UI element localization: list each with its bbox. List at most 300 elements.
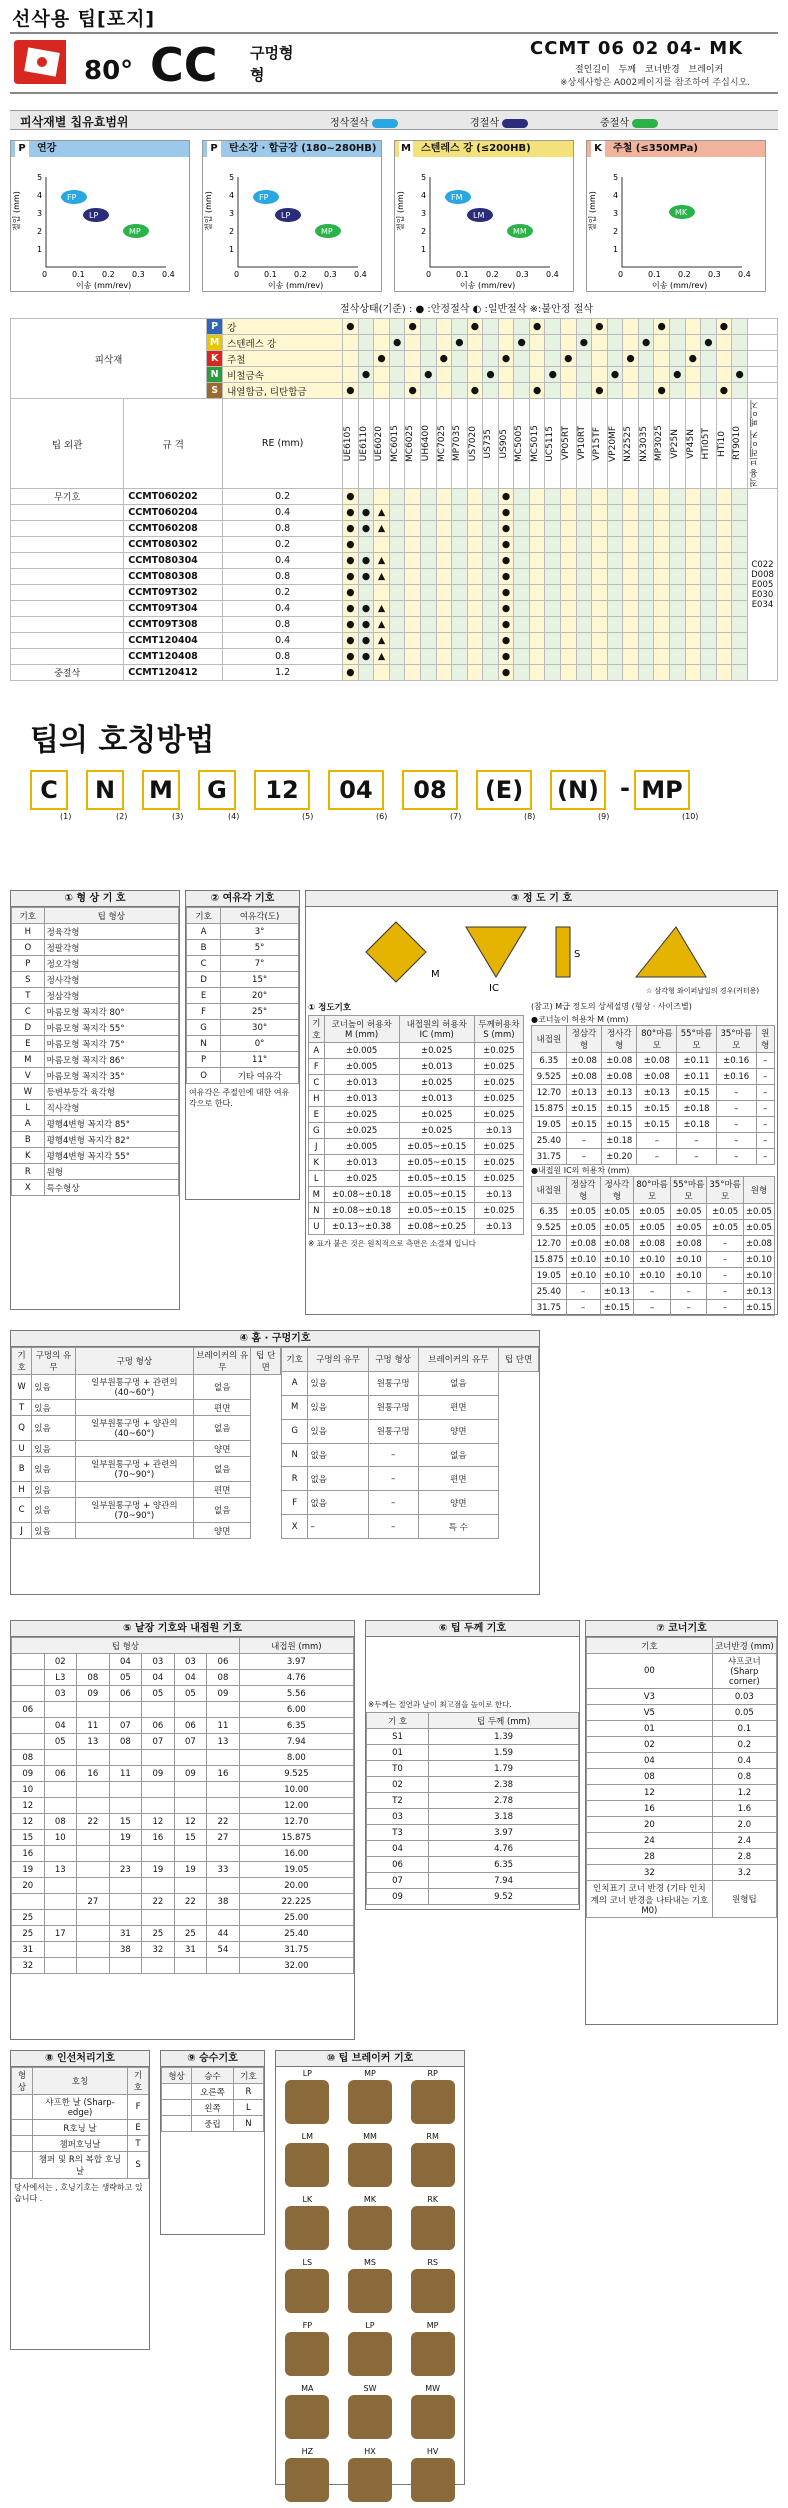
grade-cell [420, 521, 436, 537]
table-row [367, 1809, 579, 1825]
grade-row-spec: CCMT120412 [124, 665, 223, 681]
table-cell [44, 1910, 77, 1926]
x-tick: 0 [234, 270, 240, 279]
grade-cell [623, 521, 639, 537]
chip-label: LP [89, 211, 99, 220]
table-cell [162, 2116, 192, 2132]
header-cell: 브레이커의 유무 [418, 1348, 498, 1372]
grade-cell: ● [498, 601, 514, 617]
material-cell [669, 335, 685, 351]
grade-cell [529, 633, 545, 649]
corner-table [585, 1620, 778, 2025]
grade-cell [452, 489, 468, 505]
table-row [309, 1219, 524, 1235]
y-tick: 1 [229, 245, 235, 254]
table-cell: ±0.025 [324, 1171, 399, 1187]
grade-cell [685, 665, 701, 681]
table-cell: ±0.15 [677, 1085, 717, 1101]
breaker-insert-icon [285, 2206, 329, 2250]
grade-cell [654, 665, 670, 681]
table-cell: ±0.025 [324, 1123, 399, 1139]
grade-cell [561, 617, 577, 633]
table-row [587, 1705, 777, 1721]
x-tick: 0.1 [648, 270, 661, 279]
grade-cell [685, 553, 701, 569]
grade-cell [436, 649, 452, 665]
header-row [162, 2068, 264, 2084]
table-cell: ±0.13 [602, 1085, 637, 1101]
grade-row [11, 569, 778, 585]
material-cell: ● [716, 383, 732, 399]
material-cell [607, 335, 623, 351]
header-cell: 기호 [309, 1016, 325, 1043]
table-cell: ±0.16 [716, 1053, 756, 1069]
table-cell: ±0.08~±0.25 [399, 1219, 474, 1235]
grade-cell [685, 537, 701, 553]
header-cell: 55°마름모 [670, 1177, 707, 1204]
table-cell: ±0.10 [670, 1252, 707, 1268]
table-row [12, 1718, 354, 1734]
chip-label: MM [513, 227, 527, 236]
table-cell: 06 [207, 1654, 240, 1670]
table-cell: 없음 [193, 1498, 250, 1523]
grade-cell [701, 505, 717, 521]
table-row [12, 1441, 281, 1457]
edge-prep-title: ⑧ 인선처리기호 [11, 2051, 149, 2067]
breaker-code: HV [426, 2447, 439, 2456]
header-cell: 구멍의 유무 [308, 1348, 368, 1372]
breaker-code: FP [302, 2321, 313, 2330]
table-cell [12, 1718, 45, 1734]
material-cell [732, 319, 748, 335]
material-cell [669, 383, 685, 399]
grade-header: US905 [498, 399, 514, 489]
material-cell [358, 335, 374, 351]
table-cell: ±0.08 [600, 1236, 634, 1252]
grade-cell [467, 649, 483, 665]
grade-cell [389, 569, 405, 585]
y-tick: 2 [421, 227, 427, 236]
table-cell: ±0.08 [602, 1069, 637, 1085]
grade-cell: ● [498, 521, 514, 537]
table-cell [174, 1702, 207, 1718]
material-tag: N [207, 367, 223, 383]
table-cell: N [282, 1443, 308, 1467]
grade-header: HTi10 [716, 399, 732, 489]
grade-cell [669, 521, 685, 537]
chip-label: LP [281, 211, 291, 220]
table-cell: 있음 [32, 1482, 75, 1498]
grade-cell [561, 489, 577, 505]
table-cell: – [716, 1085, 756, 1101]
grade-row [11, 633, 778, 649]
table-cell: 6.00 [239, 1702, 353, 1718]
table-cell: 09 [367, 1889, 429, 1905]
thickness-title: ⑥ 팁 두께 기호 [366, 1621, 579, 1637]
table-cell [109, 1910, 142, 1926]
table-row [12, 1702, 354, 1718]
table-cell: U [12, 1441, 32, 1457]
table-row [12, 1958, 354, 1974]
material-cell [654, 367, 670, 383]
grade-row [11, 489, 778, 505]
table-cell: ±0.005 [324, 1043, 399, 1059]
grade-cell [638, 505, 654, 521]
header-cell: 팁 형상 [44, 908, 178, 924]
breaker-code: MP [426, 2321, 439, 2330]
naming-box: N [86, 770, 124, 810]
material-tag: S [207, 383, 223, 399]
grade-cell [514, 537, 530, 553]
breaker-insert-icon [411, 2269, 455, 2313]
chip-panel [10, 140, 190, 292]
grade-cell [405, 489, 421, 505]
grade-cell [452, 601, 468, 617]
table-cell [109, 1846, 142, 1862]
material-cell [654, 351, 670, 367]
table-cell: 일부원통구멍 + 양관의(40~60°) [75, 1416, 193, 1441]
material-cell [716, 367, 732, 383]
breaker-insert-icon [285, 2269, 329, 2313]
table-cell [77, 1830, 110, 1846]
breaker-cell [341, 2321, 399, 2380]
breaker-code: MM [363, 2132, 377, 2141]
table-cell: 20 [587, 1817, 713, 1833]
table-row [367, 1777, 579, 1793]
x-label: 이송 (mm/rev) [652, 281, 708, 290]
table-cell: ±0.13 [474, 1219, 523, 1235]
table-cell: 12 [12, 1798, 45, 1814]
material-label: 피삭재 [11, 319, 207, 399]
breaker-code: MP [364, 2069, 376, 2078]
grade-row-spec: CCMT09T304 [124, 601, 223, 617]
header-cell: 코너높이 허용차 M (mm) [324, 1016, 399, 1043]
header-cell: 기호 [128, 2068, 149, 2095]
y-label: 절입 (mm) [396, 191, 405, 231]
y-tick: 3 [613, 209, 619, 218]
material-cell: ● [420, 367, 436, 383]
breaker-code: HX [364, 2447, 376, 2456]
material-cell: ● [685, 351, 701, 367]
table-cell: 없음 [418, 1443, 498, 1467]
header-cell: 내접원 [532, 1177, 567, 1204]
breaker-code: RS [427, 2258, 438, 2267]
grade-cell [607, 601, 623, 617]
grade-cell [607, 569, 623, 585]
grade-cell [716, 537, 732, 553]
breaker-code: LP [302, 2069, 312, 2078]
material-cell [529, 367, 545, 383]
grade-cell [358, 665, 374, 681]
grade-cell [405, 553, 421, 569]
grade-cell [592, 585, 608, 601]
grade-cell [436, 537, 452, 553]
table-cell: R [282, 1467, 308, 1491]
material-cell: ● [576, 335, 592, 351]
grade-header: MC7025 [436, 399, 452, 489]
material-cell: ● [638, 335, 654, 351]
grade-cell [358, 537, 374, 553]
material-cell: ● [623, 351, 639, 367]
table-cell: 원통구멍 [368, 1395, 418, 1419]
grade-row [11, 601, 778, 617]
table-row [309, 1059, 524, 1075]
table-cell: 양면 [418, 1491, 498, 1515]
naming-num: (8) [524, 812, 536, 821]
grade-cell [592, 649, 608, 665]
material-cell [374, 383, 390, 399]
table-cell: 0° [221, 1036, 299, 1052]
table-cell: G [187, 1020, 221, 1036]
table-cell: 정오각형 [44, 956, 178, 972]
table-cell: 일부원통구멍 + 관련의(40~60°) [75, 1375, 193, 1400]
grade-cell [607, 665, 623, 681]
table-cell: 없음 [308, 1467, 368, 1491]
edge-prep-note: 당사에서는 , 호닝기호는 생략하고 있습니다 . [14, 2183, 143, 2203]
grade-cell [420, 649, 436, 665]
table-cell: C [309, 1075, 325, 1091]
grade-cell: ● [498, 569, 514, 585]
grade-row-group [11, 569, 124, 585]
table-cell: W [12, 1084, 45, 1100]
table-cell: 08 [109, 1734, 142, 1750]
table-cell: 27 [207, 1830, 240, 1846]
table-row [309, 1187, 524, 1203]
col-shape: 팁 외관 [11, 399, 124, 489]
table-cell: 등변부등각 육각형 [44, 1084, 178, 1100]
panel-tag: P [15, 141, 29, 157]
naming-num: (1) [60, 812, 72, 821]
material-cell [701, 367, 717, 383]
header-cell: 기호 [282, 1348, 308, 1372]
x-tick: 0.3 [708, 270, 721, 279]
table-cell: 15 [109, 1814, 142, 1830]
material-cell [436, 383, 452, 399]
material-cell: ● [405, 383, 421, 399]
chip-label: FP [67, 193, 77, 202]
grade-cell [623, 665, 639, 681]
y-label: 절입 (mm) [204, 191, 213, 231]
material-cell [576, 319, 592, 335]
table-row [12, 1004, 179, 1020]
table-cell: – [716, 1117, 756, 1133]
table-cell [174, 1910, 207, 1926]
grade-cell [685, 585, 701, 601]
chip-label: FP [259, 193, 269, 202]
grade-cell [420, 553, 436, 569]
table-cell: 챔퍼 및 R의 복합 호닝날 [32, 2152, 127, 2179]
table-cell: 20 [12, 1878, 45, 1894]
table-cell: R [12, 1164, 45, 1180]
table-row [282, 1371, 539, 1395]
breaker-row [276, 2256, 464, 2319]
table-row [532, 1069, 775, 1085]
grade-cell [716, 633, 732, 649]
x-tick: 0.2 [294, 270, 307, 279]
table-cell: 02 [587, 1737, 713, 1753]
table-cell: D [187, 972, 221, 988]
grade-cell: ● [498, 617, 514, 633]
grade-cell [514, 489, 530, 505]
grade-cell [701, 553, 717, 569]
header-cell: 35°마름모 [707, 1177, 744, 1204]
grade-cell [389, 617, 405, 633]
y-tick: 4 [421, 191, 427, 200]
table-row [12, 1084, 179, 1100]
material-cell: ● [452, 335, 468, 351]
table-cell: 마름모형 꼭지각 35° [44, 1068, 178, 1084]
header-cell: 정사각형 [600, 1177, 634, 1204]
page-ref: C022 [751, 559, 774, 570]
table-cell: ±0.025 [474, 1059, 523, 1075]
grade-header: MC5005 [514, 399, 530, 489]
table-cell: A [282, 1371, 308, 1395]
x-tick: 0.4 [546, 270, 559, 279]
table-cell: 12.70 [532, 1236, 567, 1252]
table-cell: V3 [587, 1689, 713, 1705]
tol-label-s: S [574, 949, 581, 960]
naming-num: (9) [598, 812, 610, 821]
grade-row-spec: CCMT080308 [124, 569, 223, 585]
chip-chart [11, 157, 189, 291]
table-cell: – [634, 1300, 671, 1316]
grade-cell [716, 569, 732, 585]
grade-row [11, 537, 778, 553]
x-tick: 0 [426, 270, 432, 279]
table-cell: 마름모형 꼭지각 80° [44, 1004, 178, 1020]
table-cell: 25.40 [239, 1926, 353, 1942]
table-cell: 8.00 [239, 1750, 353, 1766]
table-cell: L [309, 1171, 325, 1187]
table-cell: 16 [207, 1766, 240, 1782]
grade-cell [716, 665, 732, 681]
table-cell: 원형팁 [712, 1881, 776, 1918]
grade-cell: ▲ [374, 505, 390, 521]
header-cell: 80°마름모 [634, 1177, 671, 1204]
table-cell [77, 1958, 110, 1974]
grade-cell [669, 617, 685, 633]
table-row [12, 988, 179, 1004]
table-cell: T2 [367, 1793, 429, 1809]
table-cell: 03 [174, 1654, 207, 1670]
grade-cell [436, 601, 452, 617]
material-cell [436, 367, 452, 383]
table-cell: 19 [174, 1862, 207, 1878]
grade-cell [638, 569, 654, 585]
table-cell: T0 [367, 1761, 429, 1777]
table-cell: 04 [109, 1654, 142, 1670]
table-cell: 3.97 [239, 1654, 353, 1670]
grade-row-spec: CCMT060202 [124, 489, 223, 505]
table-row [12, 1052, 179, 1068]
page-ref: E030 [751, 589, 774, 600]
table-cell: 11 [77, 1718, 110, 1734]
table-cell: 평행4변형 꼭지각 82° [44, 1132, 178, 1148]
grade-cell [405, 649, 421, 665]
x-tick: 0.3 [516, 270, 529, 279]
panel-name: 주철 (≤350MPa) [613, 143, 698, 154]
table-cell: 07 [367, 1873, 429, 1889]
table-row [12, 1498, 281, 1523]
table-cell: ±0.025 [474, 1075, 523, 1091]
breaker-cell [341, 2195, 399, 2254]
material-cell [436, 335, 452, 351]
material-cell [607, 351, 623, 367]
table-cell: 02 [367, 1777, 429, 1793]
material-cell [467, 335, 483, 351]
breaker-insert-icon [411, 2206, 455, 2250]
grade-cell [638, 489, 654, 505]
header-cell: 기호 [12, 1348, 32, 1375]
grade-cell [374, 665, 390, 681]
table-cell: 25.40 [532, 1284, 567, 1300]
table-cell: J [309, 1139, 325, 1155]
grade-header: UE6020 [374, 399, 390, 489]
table-row [532, 1133, 775, 1149]
table-cell: – [756, 1069, 774, 1085]
table-row [367, 1793, 579, 1809]
table-row [12, 1798, 354, 1814]
breaker-cell [278, 2384, 336, 2443]
material-cell [545, 383, 561, 399]
grade-cell [732, 569, 748, 585]
breaker-insert-icon [411, 2332, 455, 2376]
material-cell: ● [732, 367, 748, 383]
header-row [309, 1016, 524, 1043]
y-tick: 2 [37, 227, 43, 236]
grade-cell [592, 553, 608, 569]
x-tick: 0.4 [738, 270, 751, 279]
grade-cell [529, 665, 545, 681]
table-cell [77, 1878, 110, 1894]
tol-label-ic: IC [489, 983, 499, 994]
material-cell [343, 335, 359, 351]
naming-box: 08 [402, 770, 458, 810]
table-cell [12, 1670, 45, 1686]
table-cell: ±0.05 [566, 1220, 600, 1236]
table-row [12, 2120, 149, 2136]
table-cell: ±0.08 [602, 1053, 637, 1069]
grade-cell [529, 553, 545, 569]
naming-box: C [30, 770, 68, 810]
table-cell: 양면 [193, 1523, 250, 1539]
grade-cell [638, 585, 654, 601]
breaker-cell [404, 2132, 462, 2191]
header-row [12, 908, 179, 924]
header-row [532, 1177, 775, 1204]
table-cell: 0.8 [712, 1769, 776, 1785]
table-cell: 20° [221, 988, 299, 1004]
table-cell: 편면 [418, 1467, 498, 1491]
table-cell: 있음 [308, 1395, 368, 1419]
grade-cell [483, 537, 499, 553]
table-cell: 15.875 [532, 1252, 567, 1268]
grade-cell [561, 505, 577, 521]
grade-cell [514, 665, 530, 681]
material-cell [685, 335, 701, 351]
grade-cell [420, 617, 436, 633]
table-cell: – [716, 1133, 756, 1149]
shape-code: CC [150, 38, 218, 92]
breaker-insert-icon [348, 2080, 392, 2124]
grade-cell [545, 665, 561, 681]
table-row [532, 1085, 775, 1101]
material-cell [545, 351, 561, 367]
grade-cell: ● [343, 633, 359, 649]
grade-cell [654, 521, 670, 537]
table-cell: M [12, 1052, 45, 1068]
table-row [282, 1515, 539, 1539]
